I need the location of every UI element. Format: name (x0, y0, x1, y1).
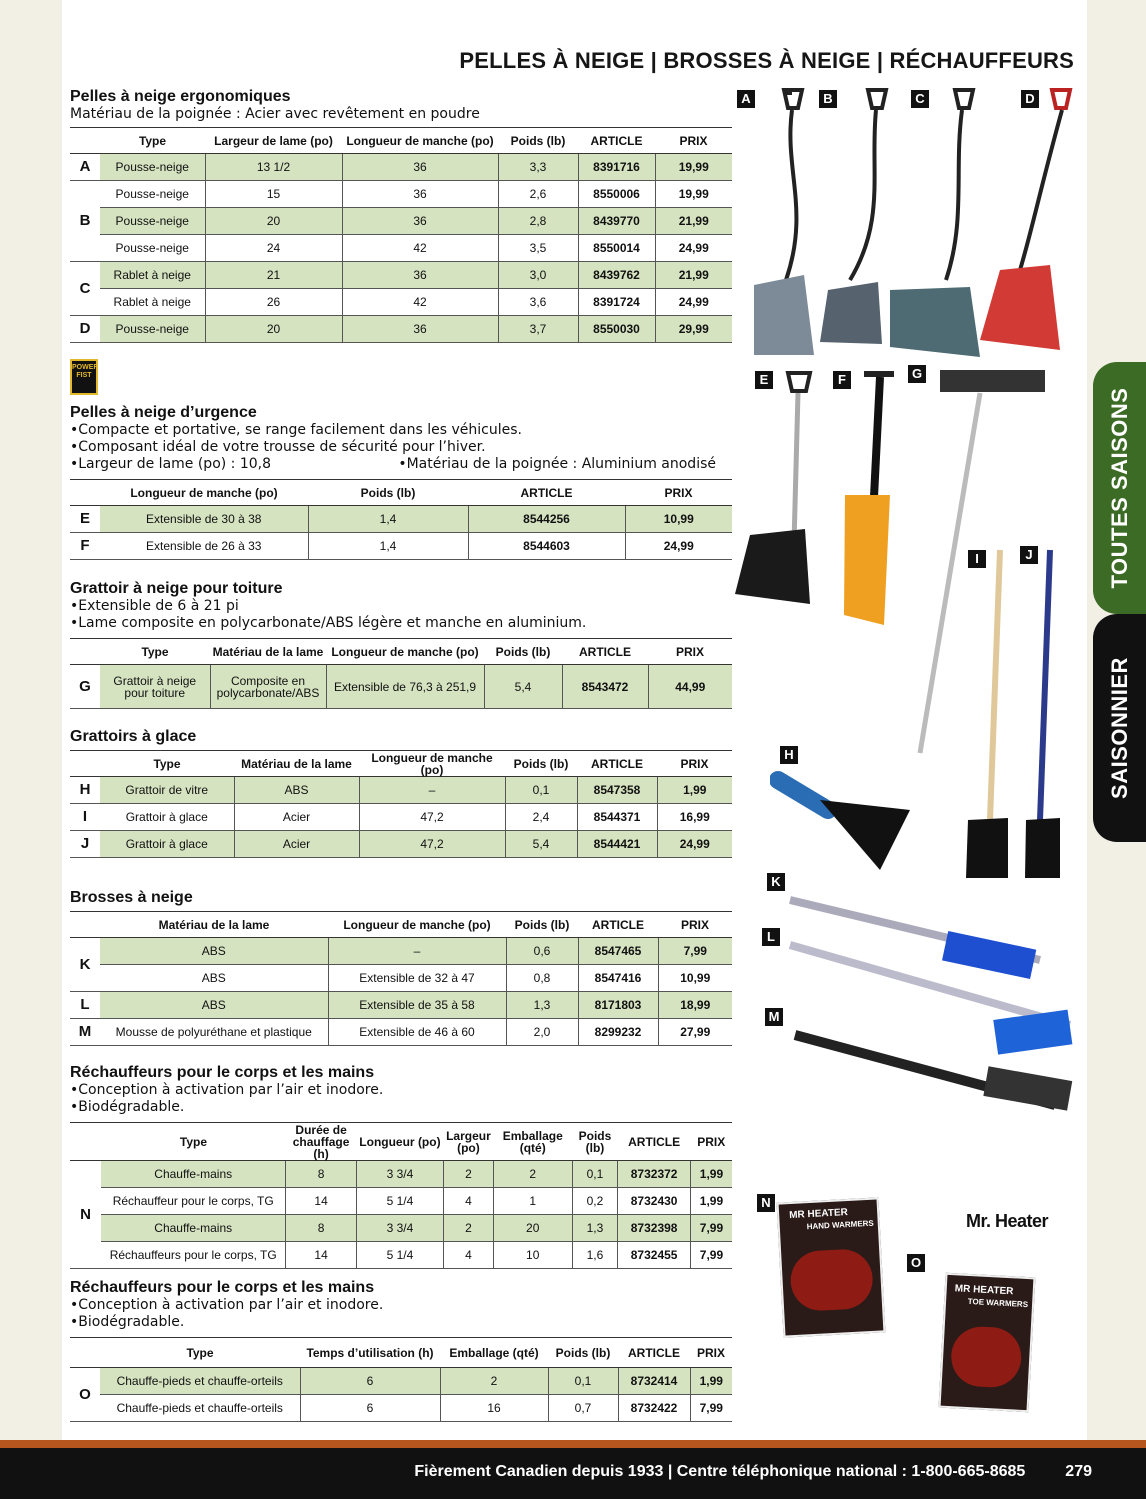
label-c: C (911, 90, 929, 108)
label-h: H (780, 746, 798, 764)
table-row: Chauffe-pieds et chauffe-orteils 6 16 0,7 8732422 7,99 (70, 1395, 732, 1422)
toe-warmer-pack (939, 1273, 1036, 1413)
warmers-section-2 (70, 1279, 732, 1422)
emergency-table: Longueur de manche (po) Poids (lb) ARTICLE PRIX E Extensible de 30 à 38 1,4 8544256 10,99 F Extensible de 26 à 33 1,4 8544603 24,99 (70, 479, 732, 560)
section-title: Pelles à neige ergonomiques (70, 88, 291, 105)
bullet: •Lame composite en polycarbonate/ABS légère et manche en aluminium. (70, 615, 587, 631)
bullet: •Conception à activation par l’air et inodore. (70, 1297, 384, 1313)
table-row: E Extensible de 30 à 38 1,4 8544256 10,99 (70, 506, 732, 533)
table-row: J Grattoir à glace Acier 47,2 5,4 8544421 24,99 (70, 831, 732, 858)
table-row: Rablet à neige 26 42 3,6 8391724 24,99 (70, 289, 732, 316)
roof-section (70, 580, 732, 709)
page-header-title: PELLES À NEIGE | BROSSES À NEIGE | RÉCHAUFFEURS (459, 48, 1074, 73)
section-title: Brosses à neige (70, 889, 193, 906)
table-row: Pousse-neige 20 36 2,8 8439770 21,99 (70, 208, 732, 235)
footer (0, 1440, 1146, 1499)
warmers-table-1: Type Durée de chauffage (h) Longueur (po) Largeur (po) Emballage (qté) Poids (lb) ARTICLE PRIX N Chauffe-mains 8 3 3/4 2 2 0,1 8732372 1,99 Réchauffeur pour le corps, TG 14 5 1/4 4 1 0,2 8732430 1,99 Chauffe-mains 8 3 3/4 2 20 1,3 8732398 7,99 Réchauffeurs pour le corps, TG 14 5 1/4 4 10 1,6 8732455 7,99 (70, 1122, 732, 1269)
table-row: O Chauffe-pieds et chauffe-orteils 6 2 0,1 8732414 1,99 (70, 1368, 732, 1395)
section-title: Réchauffeurs pour le corps et les mains (70, 1279, 375, 1296)
section-title: Grattoir à neige pour toiture (70, 580, 283, 597)
window-scraper-image (770, 770, 930, 880)
label-a: A (737, 90, 755, 108)
ergonomic-table: Type Largeur de lame (po) Longueur de manche (po) Poids (lb) ARTICLE PRIX A Pousse-neige 13 1/2 36 3,3 8391716 19,99 B Pousse-neige 15 36 2,6 8550006 19,99 Pousse-neige 20 36 2,8 8439770 21,99 Pousse-neige 24 42 3,5 8550014 24,99 C Rablet à neige 21 36 3,0 8439762 21,99 Rablet à neige 26 42 3,6 8391724 24,99 D Pousse-neige 20 36 3,7 8550030 29,99 (70, 127, 732, 343)
bullet: •Biodégradable. (70, 1099, 185, 1115)
brushes-section (70, 889, 732, 1046)
label-k: K (767, 873, 785, 891)
label-d: D (1021, 90, 1039, 108)
tab-seasonal[interactable] (1093, 614, 1146, 842)
table-row: Chauffe-mains 8 3 3/4 2 20 1,3 8732398 7,99 (70, 1215, 732, 1242)
footer-contact: Fièrement Canadien depuis 1933 | Centre téléphonique national : 1-800-665-8685 (414, 1463, 1026, 1480)
brushes-table: Matériau de la lame Longueur de manche (po) Poids (lb) ARTICLE PRIX K ABS – 0,6 8547465 7,99 ABS Extensible de 32 à 47 0,8 8547416 10,99 L ABS Extensible de 35 à 58 1,3 8171803 18,99 M Mousse de polyuréthane et plastique Extensible de 46 à 60 2,0 8299232 27,99 (70, 911, 732, 1046)
label-l: L (762, 928, 780, 946)
ergonomic-section (70, 88, 732, 343)
table-row: C Rablet à neige 21 36 3,0 8439762 21,99 (70, 262, 732, 289)
label-m: M (765, 1008, 783, 1026)
section-title: Réchauffeurs pour le corps et les mains (70, 1064, 375, 1081)
table-row: N Chauffe-mains 8 3 3/4 2 2 0,1 8732372 1,99 (70, 1161, 732, 1188)
power-fist-logo: POWER FIST (70, 359, 98, 395)
section-title: Pelles à neige d’urgence (70, 404, 257, 421)
bullet: •Compacte et portative, se range facilement dans les véhicules. (70, 422, 522, 438)
ice-section (70, 728, 732, 858)
footer-accent-bar (0, 1440, 1146, 1448)
tab-label: TOUTES SAISONS (1106, 387, 1132, 589)
pack-text: TOE WARMERS (967, 1296, 1029, 1310)
warmers-table-2: Type Temps d’utilisation (h) Emballage (qté) Poids (lb) ARTICLE PRIX O Chauffe-pieds et chauffe-orteils 6 2 0,1 8732414 1,99 Chauffe-pieds et chauffe-orteils 6 16 0,7 8732422 7,99 (70, 1337, 732, 1422)
section-title: Grattoirs à glace (70, 728, 197, 745)
bullet: •Conception à activation par l’air et inodore. (70, 1082, 384, 1098)
hand-warmer-pack (777, 1197, 886, 1337)
label-e: E (755, 371, 773, 389)
table-row: F Extensible de 26 à 33 1,4 8544603 24,99 (70, 533, 732, 560)
table-row: D Pousse-neige 20 36 3,7 8550030 29,99 (70, 316, 732, 343)
pack-art (950, 1325, 1023, 1389)
table-row: L ABS Extensible de 35 à 58 1,3 8171803 18,99 (70, 992, 732, 1019)
label-o: O (907, 1254, 925, 1272)
tab-all-seasons[interactable] (1093, 362, 1146, 614)
label-g: G (908, 365, 926, 383)
table-row: I Grattoir à glace Acier 47,2 2,4 8544371 16,99 (70, 804, 732, 831)
page-number: 279 (1065, 1463, 1092, 1480)
pack-brand: MR HEATER (788, 1207, 849, 1222)
table-row: Réchauffeur pour le corps, TG 14 5 1/4 4 1 0,2 8732430 1,99 (70, 1188, 732, 1215)
table-row: ABS Extensible de 32 à 47 0,8 8547416 10,99 (70, 965, 732, 992)
pack-text: HAND WARMERS (806, 1218, 874, 1232)
table-row: H Grattoir de vitre ABS – 0,1 8547358 1,99 (70, 777, 732, 804)
mr-heater-logo: Mr. Heater (966, 1211, 1049, 1231)
section-subtitle: Matériau de la poignée : Acier avec revêtement en poudre (70, 106, 480, 122)
table-row: Réchauffeurs pour le corps, TG 14 5 1/4 4 10 1,6 8732455 7,99 (70, 1242, 732, 1269)
table-row: B Pousse-neige 15 36 2,6 8550006 19,99 (70, 181, 732, 208)
footer-text (414, 1463, 1092, 1481)
snow-brushes-image (780, 890, 1090, 1120)
emergency-section (70, 404, 732, 560)
table-row: Pousse-neige 24 42 3,5 8550014 24,99 (70, 235, 732, 262)
table-row: A Pousse-neige 13 1/2 36 3,3 8391716 19,99 (70, 154, 732, 181)
label-b: B (819, 90, 837, 108)
ergonomic-shovels-image (740, 85, 1080, 360)
ice-table: Type Matériau de la lame Longueur de manche (po) Poids (lb) ARTICLE PRIX H Grattoir de vitre ABS – 0,1 8547358 1,99 I Grattoir à glace Acier 47,2 2,4 8544371 16,99 J Grattoir à glace Acier 47,2 5,4 8544421 24,99 (70, 750, 732, 858)
label-i: I (968, 550, 986, 568)
label-n: N (757, 1194, 775, 1212)
table-row: K ABS – 0,6 8547465 7,99 (70, 938, 732, 965)
table-row: M Mousse de polyuréthane et plastique Extensible de 46 à 60 2,0 8299232 27,99 (70, 1019, 732, 1046)
bullet: •Biodégradable. (70, 1314, 185, 1330)
bullet: •Composant idéal de votre trousse de sécurité pour l’hiver. (70, 439, 486, 455)
label-j: J (1020, 546, 1038, 564)
roof-table: Type Matériau de la lame Longueur de manche (po) Poids (lb) ARTICLE PRIX G Grattoir à neige pour toiture Composite en polycarbonate/ABS Extensible de 76,3 à 251,9 5,4 8543472 44,99 (70, 638, 732, 709)
table-row: G Grattoir à neige pour toiture Composite en polycarbonate/ABS Extensible de 76,3 à 251,9 5,4 8543472 44,99 (70, 665, 732, 709)
bullet: •Extensible de 6 à 21 pi (70, 598, 239, 614)
bullet-row: •Largeur de lame (po) : 10,8 •Matériau de la poignée : Aluminium anodisé (70, 456, 716, 472)
ice-scrapers-image (960, 545, 1060, 885)
label-f: F (833, 371, 851, 389)
tab-label: SAISONNIER (1106, 657, 1132, 799)
pack-brand: MR HEATER (954, 1283, 1014, 1298)
warmers-section-1 (70, 1064, 732, 1269)
pack-art (789, 1248, 874, 1312)
